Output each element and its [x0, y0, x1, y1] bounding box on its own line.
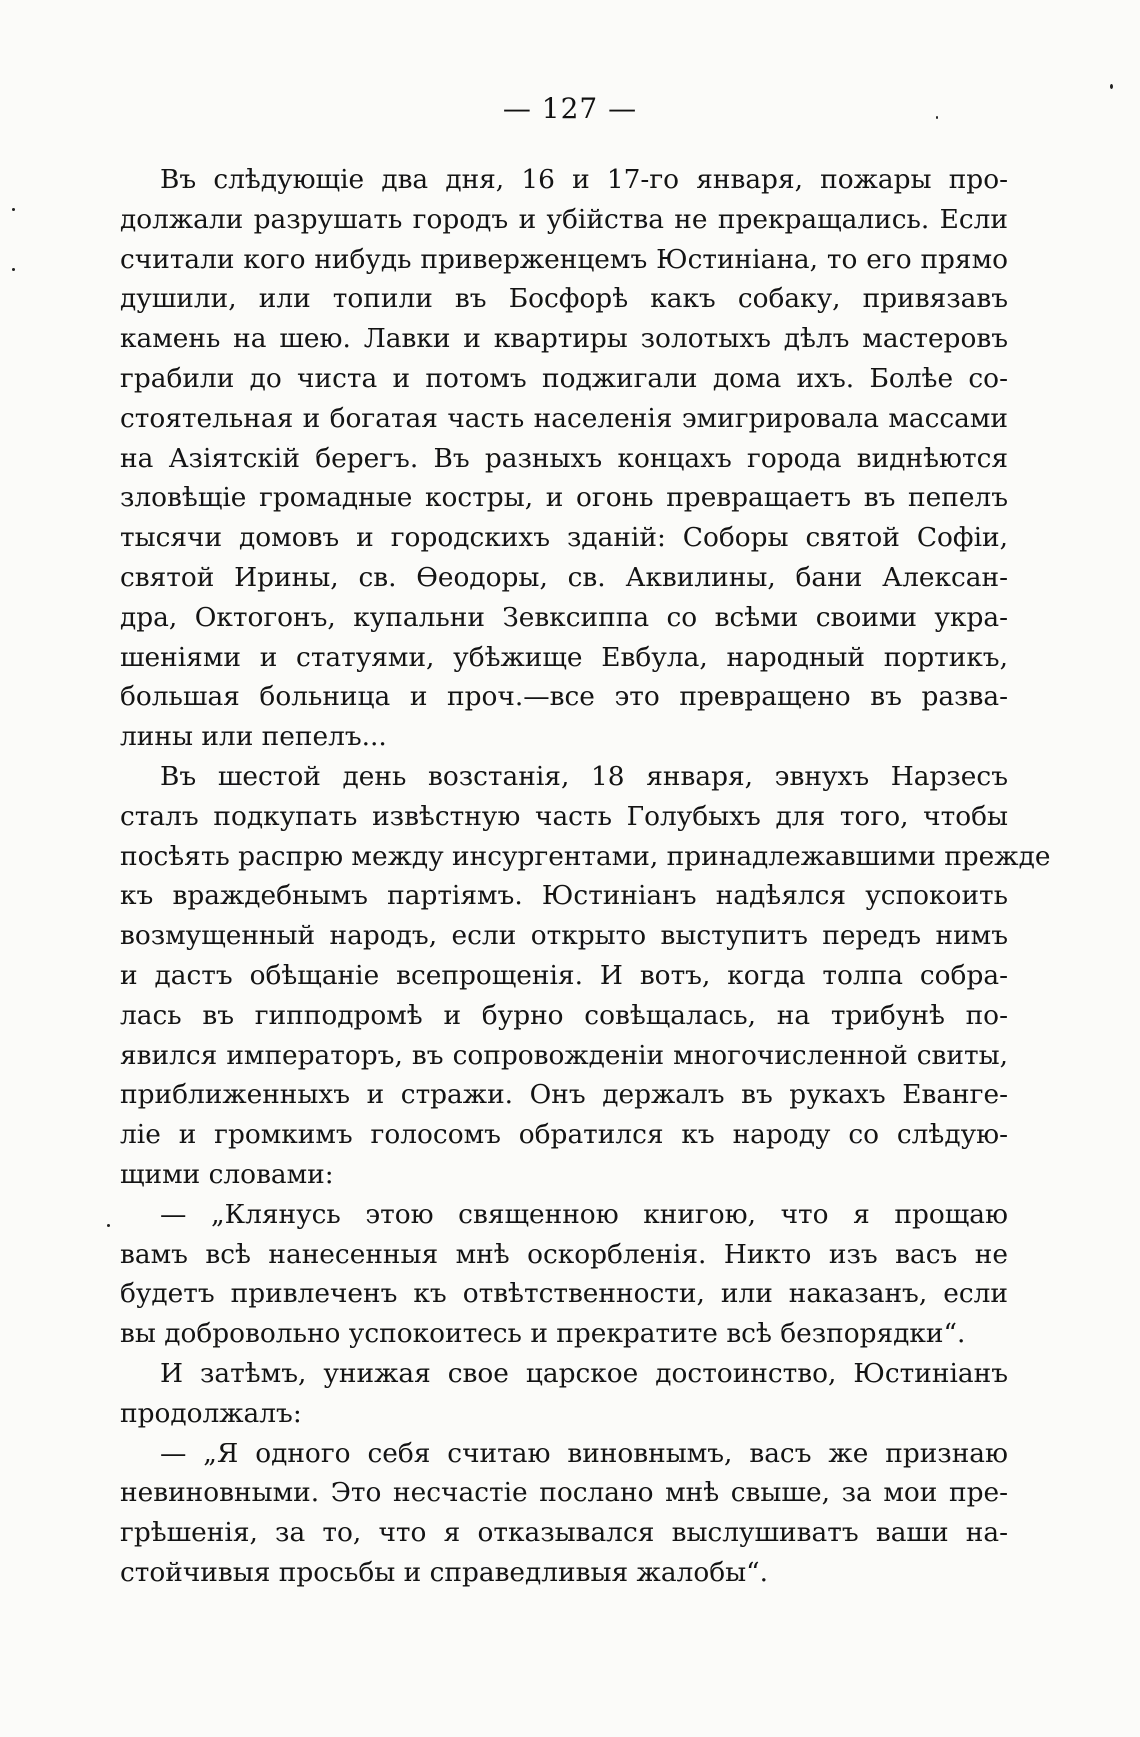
text-line: грѣшенія, за то, что я отказывался выслушиватъ ваши на-	[120, 1517, 1008, 1549]
paragraph	[120, 757, 1051, 1195]
text-line: лины или пепелъ...	[120, 721, 387, 753]
text-line: и дастъ обѣщаніе всепрощенія. И вотъ, когда толпа собра-	[120, 959, 1008, 991]
print-speck	[12, 208, 15, 211]
print-speck	[1110, 84, 1113, 89]
quote-paragraph	[120, 1434, 1008, 1593]
text-line: камень на шею. Лавки и квартиры золотыхъ дѣлъ мастеровъ	[120, 323, 1008, 355]
page-number: — 127 —	[502, 92, 638, 125]
text-line: вы добровольно успокоитесь и прекратите всѣ безпорядки“.	[120, 1318, 966, 1350]
text-line: посѣять распрю между инсургентами, принадлежавшими прежде	[120, 840, 1051, 872]
print-speck	[12, 268, 15, 271]
text-line: большая больница и проч.—все это превращено въ разва-	[120, 681, 1008, 713]
text-line: лась въ гипподромѣ и бурно совѣщалась, на трибунѣ по-	[120, 999, 1008, 1031]
text-line: святой Ирины, св. Ѳеодоры, св. Аквилины, бани Алексан-	[120, 561, 1008, 593]
print-speck	[936, 116, 938, 119]
text-line: къ враждебнымъ партіямъ. Юстиніанъ надѣялся успокоить	[120, 880, 1008, 912]
text-line: зловѣщіе громадные костры, и огонь превращаетъ въ пепелъ	[120, 482, 1008, 514]
text-line: шеніями и статуями, убѣжище Евбула, народный портикъ,	[120, 641, 1008, 673]
text-line: будетъ привлеченъ къ отвѣтственности, или наказанъ, если	[120, 1278, 1008, 1310]
text-line: тысячи домовъ и городскихъ зданій: Соборы святой Софіи,	[120, 522, 1008, 554]
text-line: сталъ подкупать извѣстную часть Голубыхъ для того, чтобы	[120, 800, 1008, 832]
text-line: — „Я одного себя считаю виновнымъ, васъ же признаю	[160, 1437, 1008, 1469]
paragraph	[120, 1354, 1008, 1434]
text-line: ліе и громкимъ голосомъ обратился къ народу со слѣдую-	[120, 1119, 1008, 1151]
text-line: вамъ всѣ нанесенныя мнѣ оскорбленія. Никто изъ васъ не	[120, 1238, 1008, 1270]
text-line: стоятельная и богатая часть населенія эмигрировала массами	[120, 402, 1008, 434]
text-line: приближенныхъ и стражи. Онъ держалъ въ рукахъ Еванге-	[120, 1079, 1008, 1111]
text-line: на Азіятскій берегъ. Въ разныхъ концахъ города виднѣются	[120, 442, 1008, 474]
text-line: душили, или топили въ Босфорѣ какъ собаку, привязавъ	[120, 283, 1008, 315]
text-line: стойчивыя просьбы и справедливыя жалобы“.	[120, 1556, 768, 1588]
text-line: грабили до чиста и потомъ поджигали дома ихъ. Болѣе со-	[120, 362, 1008, 394]
text-line: считали кого нибудь приверженцемъ Юстиніана, то его прямо	[120, 243, 1008, 275]
text-line: невиновными. Это несчастіе послано мнѣ свыше, за мои пре-	[120, 1477, 1008, 1509]
text-line: — „Клянусь этою священною книгою, что я прощаю	[160, 1198, 1008, 1230]
body-text	[120, 160, 1051, 1593]
text-line: Въ шестой день возстанія, 18 января, эвнухъ Нарзесъ	[160, 760, 1008, 792]
text-line: И затѣмъ, унижая свое царское достоинство, Юстиніанъ	[160, 1357, 1008, 1389]
text-line: Въ слѣдующіе два дня, 16 и 17-го января, пожары про-	[160, 164, 1008, 195]
text-line: продолжалъ:	[120, 1397, 302, 1429]
text-line: возмущенный народъ, если открыто выступитъ передъ нимъ	[120, 920, 1008, 952]
quote-paragraph	[120, 1195, 1008, 1354]
text-line: щими словами:	[120, 1158, 334, 1190]
text-line: должали разрушать городъ и убійства не прекращались. Если	[120, 203, 1008, 235]
paragraph	[120, 160, 1008, 757]
text-line: дра, Октогонъ, купальни Зевксиппа со всѣми своими укра-	[120, 601, 1008, 633]
text-line: явился императоръ, въ сопровожденіи многочисленной свиты,	[120, 1039, 1008, 1071]
print-speck	[107, 1224, 110, 1227]
